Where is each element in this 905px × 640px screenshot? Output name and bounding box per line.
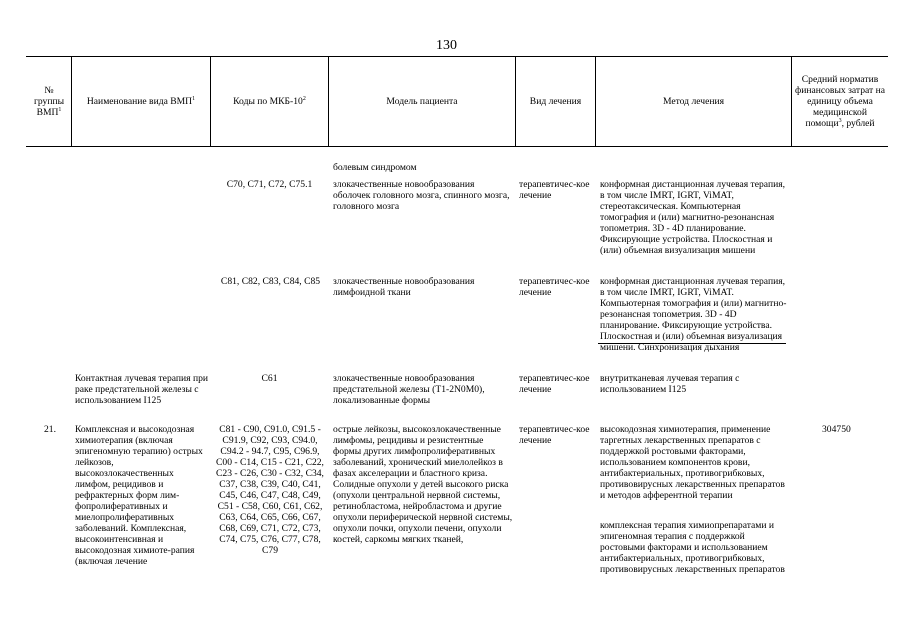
row3-treatment-method: внутритканевая лучевая терапия с использованием I125 bbox=[600, 373, 740, 395]
row3-patient-model: злокачественные новообразования предстательной железы (T1-2N0M0), локализованные формы bbox=[333, 373, 485, 406]
row1-icd-codes: C70, C71, C72, C75.1 bbox=[226, 179, 313, 190]
row4-treatment-method-2: комплексная терапия химиопрепаратами и эпигеномная терапия с поддержкой ростовыми факторами и использованием антибактериальных, противогрибковых, противовирусных лекарственных препаратов bbox=[600, 520, 785, 575]
row2-treatment-method: конформная дистанционная лучевая терапия, в том числе IMRT, IGRT, ViMAT. Компьютерная томография и (или) магнитно-резонансная топометрия. 3D - 4D планирование. Фиксирующие устройства. Плоскостная и (или) объемная визуализация мишени. Синхронизация дыхания bbox=[600, 276, 787, 353]
row1-treatment-method: конформная дистанционная лучевая терапия, в том числе IMRT, IGRT, ViMAT, стереотаксическая. Компьютерная томография и (или) магнитно-резонансная топометрия. 3D - 4D планирование. Фиксирующие устройства. Плоскостная и (или) объемная визуализация мишени bbox=[600, 179, 786, 256]
row3-vmp-name: Контактная лучевая терапия при раке предстательной железы с использованием I125 bbox=[75, 373, 209, 406]
row4-vmp-name: Комплексная и высокодозная химиотерапия (включая эпигеномную терапию) острых лейкозов, высокозлокачественных лимфом, рецидивов и рефрактерных форм лим-фопролиферативных и миелопролиферативных заболеваний. Комплексная, высокоинтенсивная и высокодозная химиоте-рапия (включая лечение bbox=[75, 424, 203, 567]
row4-treatment-type: терапевтичес-кое лечение bbox=[519, 424, 590, 446]
header-bottom-border bbox=[26, 146, 888, 147]
row2-patient-model: злокачественные новообразования лимфоидной ткани bbox=[333, 276, 475, 298]
header-icd-codes: Коды по МКБ-$10^2$ bbox=[233, 95, 306, 107]
row3-treatment-type: терапевтичес-кое лечение bbox=[519, 373, 590, 395]
header-treatment-type: Вид лечения bbox=[529, 96, 582, 107]
row4-avg-cost: 304750 bbox=[822, 424, 851, 435]
header-treatment-method: Метод лечения bbox=[662, 96, 725, 107]
row1-treatment-type: терапевтичес-кое лечение bbox=[519, 179, 590, 201]
row4-icd-codes: C81 - C90, C91.0, C91.5 - C91.9, C92, C93, C94.0, C94.2 - 94.7, C95, C96.9, C00 - C14, C15 - C21, C22, C23 - C26, C30 - C32, C34, C37, C38, C39, C40, C41, C45, C46, C47, C48, C49, C51 - C58, C60, C61, C62, C63, C64, C65, C66, C67, C68, C69, C71, C72, C73, C74, C75, C76, C77, C78, C79 bbox=[216, 424, 324, 556]
header-avg-cost: Средний норматив финансовых затрат на единицу объема медицинской помощи$^3$, рублей bbox=[794, 74, 885, 129]
row4-treatment-method: высокодозная химиотерапия, применение таргетных лекарственных препаратов с поддержкой ростовыми факторами, использованием компонентов крови, антибактериальных, противогрибковых, противовирусных лекарственных препаратов и методов афферентной терапии bbox=[600, 424, 785, 501]
row4-group-number: 21. bbox=[44, 424, 56, 435]
row3-icd-codes: C61 bbox=[261, 373, 278, 384]
row4-patient-model: острые лейкозы, высокозлокачественные лимфомы, рецидивы и резистентные формы других лимфопролиферативных заболеваний, хронический миелолейкоз в фазах акселерации и бластного криза. Солидные опухоли у детей высокого риска (опухоли центральной нервной системы, ретинобластома, нейробластома и другие опухоли периферической нервной системы, опухоли почки, опухоли печени, опухоли костей, саркомы мягких тканей, bbox=[333, 424, 513, 545]
header-vmp-name: Наименование вида ВМП$^1$ bbox=[86, 95, 196, 107]
page-number: 130 bbox=[436, 38, 457, 53]
strikethrough-line bbox=[598, 343, 786, 344]
header-patient-model: Модель пациента bbox=[386, 96, 458, 107]
header-group-number: № группы ВМП$^1$ bbox=[33, 85, 65, 118]
row2-treatment-type: терапевтичес-кое лечение bbox=[519, 276, 590, 298]
row2-icd-codes: C81, C82, C83, C84, C85 bbox=[220, 276, 321, 287]
row1-patient-model: злокачественные новообразования оболочек головного мозга, спинного мозга, головного мозга bbox=[333, 179, 510, 212]
row0-patient-model: болевым синдромом bbox=[333, 162, 417, 173]
